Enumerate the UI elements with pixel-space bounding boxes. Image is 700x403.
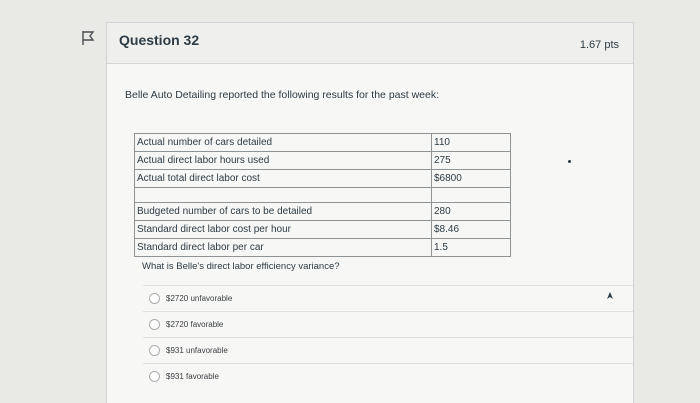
row-value: 280 — [432, 203, 511, 221]
row-label: Actual total direct labor cost — [135, 170, 432, 188]
question-prompt: What is Belle's direct labor efficiency variance? — [142, 261, 340, 272]
table-row — [135, 203, 511, 221]
row-value: 275 — [432, 152, 511, 170]
answer-label: $2720 unfavorable — [166, 294, 233, 303]
budget-table — [134, 187, 511, 257]
row-value: 110 — [432, 134, 511, 152]
answer-option[interactable] — [143, 337, 633, 363]
table-spacer-row — [135, 188, 511, 203]
row-label: Standard direct labor per car — [135, 239, 432, 257]
question-card — [106, 22, 634, 403]
table-row — [135, 239, 511, 257]
flag-question-icon[interactable] — [81, 30, 99, 46]
radio-button-icon[interactable] — [149, 319, 160, 330]
answer-label: $2720 favorable — [166, 320, 224, 329]
question-title: Question 32 — [119, 32, 200, 48]
answer-option[interactable] — [143, 311, 633, 337]
mouse-cursor-icon — [606, 292, 614, 300]
radio-button-icon[interactable] — [149, 345, 160, 356]
answer-label: $931 unfavorable — [166, 346, 228, 355]
table-row — [135, 170, 511, 188]
answer-list — [143, 285, 633, 389]
table-row — [135, 221, 511, 239]
answer-option[interactable] — [143, 285, 633, 311]
actual-results-table — [134, 133, 511, 188]
stray-dot — [568, 160, 571, 163]
empty-cell — [432, 188, 511, 203]
answer-option[interactable] — [143, 363, 633, 389]
row-value: $6800 — [432, 170, 511, 188]
table-row — [135, 152, 511, 170]
row-label: Actual direct labor hours used — [135, 152, 432, 170]
table-row — [135, 134, 511, 152]
row-label: Budgeted number of cars to be detailed — [135, 203, 432, 221]
radio-button-icon[interactable] — [149, 371, 160, 382]
empty-cell — [135, 188, 432, 203]
question-points: 1.67 pts — [579, 39, 619, 51]
radio-button-icon[interactable] — [149, 293, 160, 304]
row-label: Actual number of cars detailed — [135, 134, 432, 152]
row-value: $8.46 — [432, 221, 511, 239]
row-value: 1.5 — [432, 239, 511, 257]
question-header — [107, 23, 633, 64]
question-intro: Belle Auto Detailing reported the following results for the past week: — [125, 89, 440, 101]
answer-label: $931 favorable — [166, 372, 219, 381]
row-label: Standard direct labor cost per hour — [135, 221, 432, 239]
